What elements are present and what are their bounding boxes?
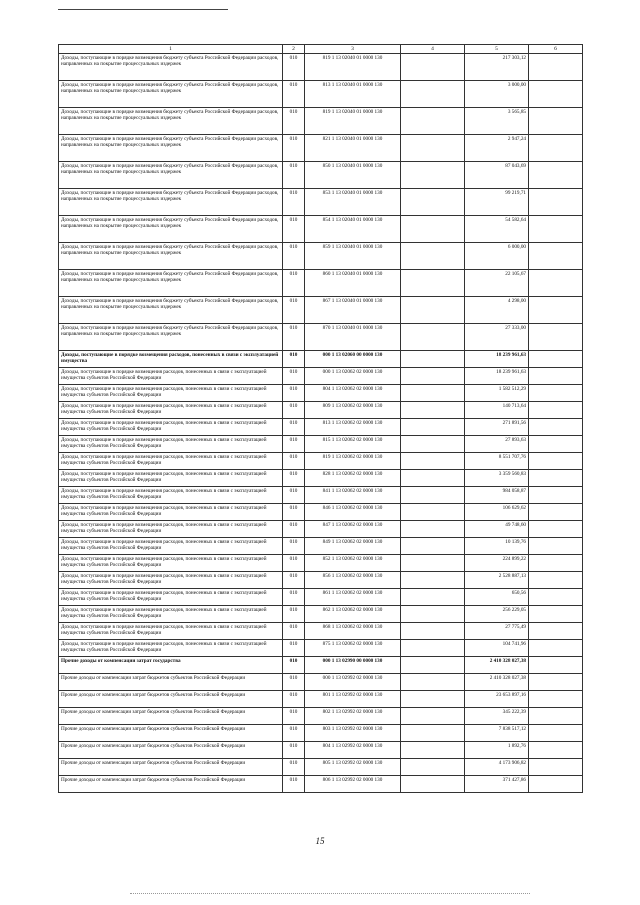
cell-name: Доходы, поступающие в порядке возмещения расходов, понесенных в связи с эксплуатацией имущества [59,351,283,368]
cell-amount: 345 222,39 [465,708,529,725]
cell-col6 [529,135,583,162]
cell-name: Доходы, поступающие в порядке возмещения бюджету субъекта Российской Федерации расходов, направленных на покрытие процессуальных издержек [59,324,283,351]
cell-budget-code: 846 1 13 02062 02 0000 130 [305,504,401,521]
table-row [59,385,583,402]
table-row [59,606,583,623]
cell-line-code: 010 [283,368,305,385]
cell-budget-code: 806 1 13 02992 02 0000 130 [305,776,401,793]
cell-line-code: 010 [283,725,305,742]
table-row [59,776,583,793]
cell-col6 [529,504,583,521]
cell-amount: 27 333,00 [465,324,529,351]
cell-col6 [529,108,583,135]
cell-amount: 217 303,12 [465,54,529,81]
cell-col4 [401,385,465,402]
cell-budget-code: 841 1 13 02062 02 0000 130 [305,487,401,504]
table-row [59,54,583,81]
table-row [59,243,583,270]
cell-name: Доходы, поступающие в порядке возмещения бюджету субъекта Российской Федерации расходов, направленных на покрытие процессуальных издержек [59,108,283,135]
cell-line-code: 010 [283,216,305,243]
cell-amount: 3 359 560,83 [465,470,529,487]
cell-line-code: 010 [283,243,305,270]
cell-col6 [529,725,583,742]
table-row [59,470,583,487]
table-row [59,759,583,776]
cell-col6 [529,674,583,691]
cell-amount: 224 899,22 [465,555,529,572]
cell-col6 [529,453,583,470]
cell-amount: 99 219,71 [465,189,529,216]
cell-col6 [529,487,583,504]
cell-name: Доходы, поступающие в порядке возмещения расходов, понесенных в связи с эксплуатацией имущества субъектов Российской Федерации [59,589,283,606]
cell-col4 [401,538,465,555]
cell-line-code: 010 [283,776,305,793]
cell-col6 [529,640,583,657]
cell-name: Доходы, поступающие в порядке возмещения расходов, понесенных в связи с эксплуатацией имущества субъектов Российской Федерации [59,538,283,555]
cell-col4 [401,657,465,674]
cell-col4 [401,572,465,589]
revenue-table [58,44,583,793]
cell-name: Доходы, поступающие в порядке возмещения расходов, понесенных в связи с эксплуатацией имущества субъектов Российской Федерации [59,504,283,521]
cell-line-code: 010 [283,108,305,135]
cell-name: Доходы, поступающие в порядке возмещения расходов, понесенных в связи с эксплуатацией имущества субъектов Российской Федерации [59,623,283,640]
cell-col4 [401,623,465,640]
cell-col4 [401,725,465,742]
cell-line-code: 010 [283,385,305,402]
cell-amount: 4 298,00 [465,297,529,324]
cell-name: Доходы, поступающие в порядке возмещения бюджету субъекта Российской Федерации расходов, направленных на покрытие процессуальных издержек [59,54,283,81]
cell-col6 [529,470,583,487]
table-body [59,54,583,793]
cell-amount: 4 173 906,82 [465,759,529,776]
cell-name: Доходы, поступающие в порядке возмещения бюджету субъекта Российской Федерации расходов, направленных на покрытие процессуальных издержек [59,135,283,162]
cell-line-code: 010 [283,351,305,368]
cell-name: Доходы, поступающие в порядке возмещения расходов, понесенных в связи с эксплуатацией имущества субъектов Российской Федерации [59,606,283,623]
cell-name: Прочие доходы от компенсации затрат государства [59,657,283,674]
cell-budget-code: 850 1 13 02040 01 0000 130 [305,162,401,189]
cell-budget-code: 854 1 13 02040 01 0000 130 [305,216,401,243]
cell-budget-code: 852 1 13 02062 02 0000 130 [305,555,401,572]
cell-col6 [529,606,583,623]
cell-name: Доходы, поступающие в порядке возмещения расходов, понесенных в связи с эксплуатацией имущества субъектов Российской Федерации [59,555,283,572]
cell-col6 [529,776,583,793]
table-row [59,572,583,589]
table-row [59,436,583,453]
footer-rule [130,893,530,894]
cell-name: Доходы, поступающие в порядке возмещения бюджету субъекта Российской Федерации расходов, направленных на покрытие процессуальных издержек [59,189,283,216]
cell-amount: 2 410 328 027,38 [465,657,529,674]
cell-name: Доходы, поступающие в порядке возмещения расходов, понесенных в связи с эксплуатацией имущества субъектов Российской Федерации [59,487,283,504]
cell-col6 [529,216,583,243]
cell-line-code: 010 [283,674,305,691]
cell-col6 [529,521,583,538]
cell-col6 [529,572,583,589]
cell-line-code: 010 [283,297,305,324]
cell-name: Доходы, поступающие в порядке возмещения расходов, понесенных в связи с эксплуатацией имущества субъектов Российской Федерации [59,368,283,385]
cell-col4 [401,243,465,270]
cell-line-code: 010 [283,270,305,297]
cell-amount: 104 741,96 [465,640,529,657]
cell-amount: 18 239 961,63 [465,368,529,385]
cell-budget-code: 867 1 13 02040 01 0000 130 [305,297,401,324]
table-row [59,504,583,521]
cell-col4 [401,368,465,385]
cell-budget-code: 819 1 13 02040 01 0000 130 [305,54,401,81]
cell-col6 [529,623,583,640]
cell-col4 [401,453,465,470]
cell-col4 [401,487,465,504]
cell-amount: 2 947,24 [465,135,529,162]
cell-amount: 3 565,85 [465,108,529,135]
cell-line-code: 010 [283,657,305,674]
cell-budget-code: 802 1 13 02992 02 0000 130 [305,708,401,725]
cell-line-code: 010 [283,135,305,162]
cell-budget-code: 000 1 13 02060 00 0000 130 [305,351,401,368]
cell-col4 [401,674,465,691]
cell-col6 [529,324,583,351]
cell-budget-code: 804 1 13 02062 02 0000 130 [305,385,401,402]
cell-name: Прочие доходы от компенсации затрат бюджетов субъектов Российской Федерации [59,742,283,759]
cell-name: Прочие доходы от компенсации затрат бюджетов субъектов Российской Федерации [59,674,283,691]
cell-line-code: 010 [283,324,305,351]
cell-col6 [529,691,583,708]
cell-col4 [401,640,465,657]
table-row [59,270,583,297]
cell-name: Доходы, поступающие в порядке возмещения бюджету субъекта Российской Федерации расходов, направленных на покрытие процессуальных издержек [59,162,283,189]
cell-col6 [529,402,583,419]
table-row [59,725,583,742]
cell-amount: 27 775,49 [465,623,529,640]
table-row [59,521,583,538]
cell-amount: 49 748,60 [465,521,529,538]
cell-name: Доходы, поступающие в порядке возмещения бюджету субъекта Российской Федерации расходов, направленных на покрытие процессуальных издержек [59,297,283,324]
cell-budget-code: 853 1 13 02040 01 0000 130 [305,189,401,216]
cell-col4 [401,351,465,368]
table-row [59,674,583,691]
cell-line-code: 010 [283,640,305,657]
cell-budget-code: 856 1 13 02062 02 0000 130 [305,572,401,589]
cell-col6 [529,243,583,270]
cell-col6 [529,589,583,606]
cell-amount: 8 551 707,76 [465,453,529,470]
cell-amount: 7 838 517,12 [465,725,529,742]
table-row [59,402,583,419]
cell-line-code: 010 [283,521,305,538]
table-row [59,324,583,351]
cell-col4 [401,470,465,487]
cell-line-code: 010 [283,691,305,708]
cell-line-code: 010 [283,81,305,108]
cell-line-code: 010 [283,487,305,504]
cell-line-code: 010 [283,759,305,776]
cell-line-code: 010 [283,708,305,725]
table-row [59,742,583,759]
cell-line-code: 010 [283,589,305,606]
cell-col4 [401,589,465,606]
cell-budget-code: 849 1 13 02062 02 0000 130 [305,538,401,555]
header-row [59,45,583,54]
cell-line-code: 010 [283,623,305,640]
cell-name: Доходы, поступающие в порядке возмещения расходов, понесенных в связи с эксплуатацией имущества субъектов Российской Федерации [59,453,283,470]
cell-line-code: 010 [283,189,305,216]
cell-name: Прочие доходы от компенсации затрат бюджетов субъектов Российской Федерации [59,691,283,708]
cell-line-code: 010 [283,419,305,436]
cell-name: Доходы, поступающие в порядке возмещения бюджету субъекта Российской Федерации расходов, направленных на покрытие процессуальных издержек [59,216,283,243]
cell-col4 [401,691,465,708]
table-row [59,691,583,708]
cell-budget-code: 000 1 13 02992 02 0000 130 [305,674,401,691]
cell-budget-code: 828 1 13 02062 02 0000 130 [305,470,401,487]
cell-name: Доходы, поступающие в порядке возмещения бюджету субъекта Российской Федерации расходов, направленных на покрытие процессуальных издержек [59,81,283,108]
cell-line-code: 010 [283,470,305,487]
cell-budget-code: 819 1 13 02040 01 0000 130 [305,108,401,135]
cell-name: Доходы, поступающие в порядке возмещения расходов, понесенных в связи с эксплуатацией имущества субъектов Российской Федерации [59,470,283,487]
cell-amount: 140 713,64 [465,402,529,419]
cell-amount: 18 239 961,63 [465,351,529,368]
table-row [59,453,583,470]
table-row [59,538,583,555]
table-row [59,351,583,368]
cell-col4 [401,402,465,419]
header-col-1: 1 [59,45,283,54]
cell-amount: 1 892,76 [465,742,529,759]
cell-amount: 256 229,05 [465,606,529,623]
cell-name: Доходы, поступающие в порядке возмещения бюджету субъекта Российской Федерации расходов, направленных на покрытие процессуальных издержек [59,270,283,297]
cell-col6 [529,385,583,402]
cell-col6 [529,759,583,776]
cell-budget-code: 868 1 13 02062 02 0000 130 [305,623,401,640]
cell-amount: 27 893,63 [465,436,529,453]
cell-budget-code: 813 1 13 02040 01 0000 130 [305,81,401,108]
cell-col4 [401,436,465,453]
table-row [59,216,583,243]
cell-line-code: 010 [283,742,305,759]
cell-budget-code: 847 1 13 02062 02 0000 130 [305,521,401,538]
cell-amount: 650,56 [465,589,529,606]
cell-col6 [529,351,583,368]
cell-budget-code: 813 1 13 02062 02 0000 130 [305,419,401,436]
cell-amount: 22 105,67 [465,270,529,297]
cell-amount: 271 891,56 [465,419,529,436]
cell-name: Прочие доходы от компенсации затрат бюджетов субъектов Российской Федерации [59,776,283,793]
header-col-6: 6 [529,45,583,54]
header-col-5: 5 [465,45,529,54]
cell-col4 [401,270,465,297]
cell-col6 [529,436,583,453]
cell-line-code: 010 [283,402,305,419]
cell-line-code: 010 [283,54,305,81]
cell-col6 [529,297,583,324]
cell-budget-code: 860 1 13 02040 01 0000 130 [305,270,401,297]
cell-amount: 6 000,00 [465,243,529,270]
table-row [59,640,583,657]
cell-line-code: 010 [283,538,305,555]
cell-budget-code: 803 1 13 02992 02 0000 130 [305,725,401,742]
top-rule [58,9,228,10]
cell-name: Доходы, поступающие в порядке возмещения расходов, понесенных в связи с эксплуатацией имущества субъектов Российской Федерации [59,436,283,453]
cell-amount: 2 410 328 027,38 [465,674,529,691]
cell-line-code: 010 [283,555,305,572]
table-row [59,108,583,135]
cell-amount: 23 653 897,16 [465,691,529,708]
cell-amount: 87 043,69 [465,162,529,189]
cell-col6 [529,368,583,385]
cell-line-code: 010 [283,606,305,623]
cell-col6 [529,81,583,108]
cell-amount: 2 528 887,13 [465,572,529,589]
cell-col4 [401,504,465,521]
table-row [59,189,583,216]
cell-col4 [401,555,465,572]
table-row [59,135,583,162]
header-col-3: 3 [305,45,401,54]
cell-name: Доходы, поступающие в порядке возмещения расходов, понесенных в связи с эксплуатацией имущества субъектов Российской Федерации [59,419,283,436]
table-row [59,555,583,572]
cell-col6 [529,708,583,725]
cell-col4 [401,108,465,135]
cell-col6 [529,270,583,297]
cell-col6 [529,54,583,81]
cell-amount: 3 000,00 [465,81,529,108]
cell-budget-code: 821 1 13 02040 01 0000 130 [305,135,401,162]
table-row [59,657,583,674]
cell-col4 [401,759,465,776]
cell-name: Доходы, поступающие в порядке возмещения расходов, понесенных в связи с эксплуатацией имущества субъектов Российской Федерации [59,385,283,402]
cell-name: Прочие доходы от компенсации затрат бюджетов субъектов Российской Федерации [59,708,283,725]
cell-col6 [529,162,583,189]
cell-line-code: 010 [283,436,305,453]
cell-col4 [401,324,465,351]
cell-col4 [401,742,465,759]
cell-col4 [401,81,465,108]
cell-col4 [401,419,465,436]
cell-budget-code: 862 1 13 02062 02 0000 130 [305,606,401,623]
cell-line-code: 010 [283,572,305,589]
cell-col4 [401,216,465,243]
cell-col4 [401,54,465,81]
cell-amount: 54 582,64 [465,216,529,243]
cell-col4 [401,135,465,162]
cell-budget-code: 815 1 13 02062 02 0000 130 [305,436,401,453]
cell-col4 [401,521,465,538]
cell-budget-code: 861 1 13 02062 02 0000 130 [305,589,401,606]
cell-amount: 371 427,86 [465,776,529,793]
header-col-2: 2 [283,45,305,54]
cell-amount: 984 058,87 [465,487,529,504]
cell-col4 [401,708,465,725]
table-row [59,297,583,324]
cell-budget-code: 819 1 13 02062 02 0000 130 [305,453,401,470]
table-row [59,81,583,108]
cell-col6 [529,742,583,759]
cell-name: Доходы, поступающие в порядке возмещения расходов, понесенных в связи с эксплуатацией имущества субъектов Российской Федерации [59,521,283,538]
table-row [59,708,583,725]
cell-col6 [529,538,583,555]
cell-col6 [529,555,583,572]
table-row [59,419,583,436]
table-row [59,368,583,385]
cell-budget-code: 809 1 13 02062 02 0000 130 [305,402,401,419]
cell-col6 [529,657,583,674]
table-row [59,162,583,189]
table-row [59,623,583,640]
cell-line-code: 010 [283,453,305,470]
cell-budget-code: 870 1 13 02040 01 0000 130 [305,324,401,351]
page-number: 15 [315,836,325,846]
cell-col4 [401,297,465,324]
cell-amount: 10 139,76 [465,538,529,555]
cell-col4 [401,776,465,793]
table-row [59,487,583,504]
cell-name: Прочие доходы от компенсации затрат бюджетов субъектов Российской Федерации [59,725,283,742]
cell-line-code: 010 [283,162,305,189]
cell-col6 [529,189,583,216]
cell-line-code: 010 [283,504,305,521]
cell-budget-code: 801 1 13 02992 02 0000 130 [305,691,401,708]
cell-name: Доходы, поступающие в порядке возмещения расходов, понесенных в связи с эксплуатацией имущества субъектов Российской Федерации [59,402,283,419]
cell-col6 [529,419,583,436]
cell-col4 [401,606,465,623]
cell-budget-code: 000 1 13 02062 02 0000 130 [305,368,401,385]
cell-budget-code: 805 1 13 02992 02 0000 130 [305,759,401,776]
cell-amount: 106 629,62 [465,504,529,521]
cell-budget-code: 875 1 13 02062 02 0000 130 [305,640,401,657]
cell-name: Доходы, поступающие в порядке возмещения бюджету субъекта Российской Федерации расходов, направленных на покрытие процессуальных издержек [59,243,283,270]
header-col-4: 4 [401,45,465,54]
cell-budget-code: 859 1 13 02040 01 0000 130 [305,243,401,270]
cell-amount: 1 582 512,29 [465,385,529,402]
cell-col4 [401,162,465,189]
cell-name: Прочие доходы от компенсации затрат бюджетов субъектов Российской Федерации [59,759,283,776]
table-row [59,589,583,606]
cell-budget-code: 804 1 13 02992 02 0000 130 [305,742,401,759]
cell-name: Доходы, поступающие в порядке возмещения расходов, понесенных в связи с эксплуатацией имущества субъектов Российской Федерации [59,640,283,657]
cell-name: Доходы, поступающие в порядке возмещения расходов, понесенных в связи с эксплуатацией имущества субъектов Российской Федерации [59,572,283,589]
cell-col4 [401,189,465,216]
cell-budget-code: 000 1 13 02990 00 0000 130 [305,657,401,674]
